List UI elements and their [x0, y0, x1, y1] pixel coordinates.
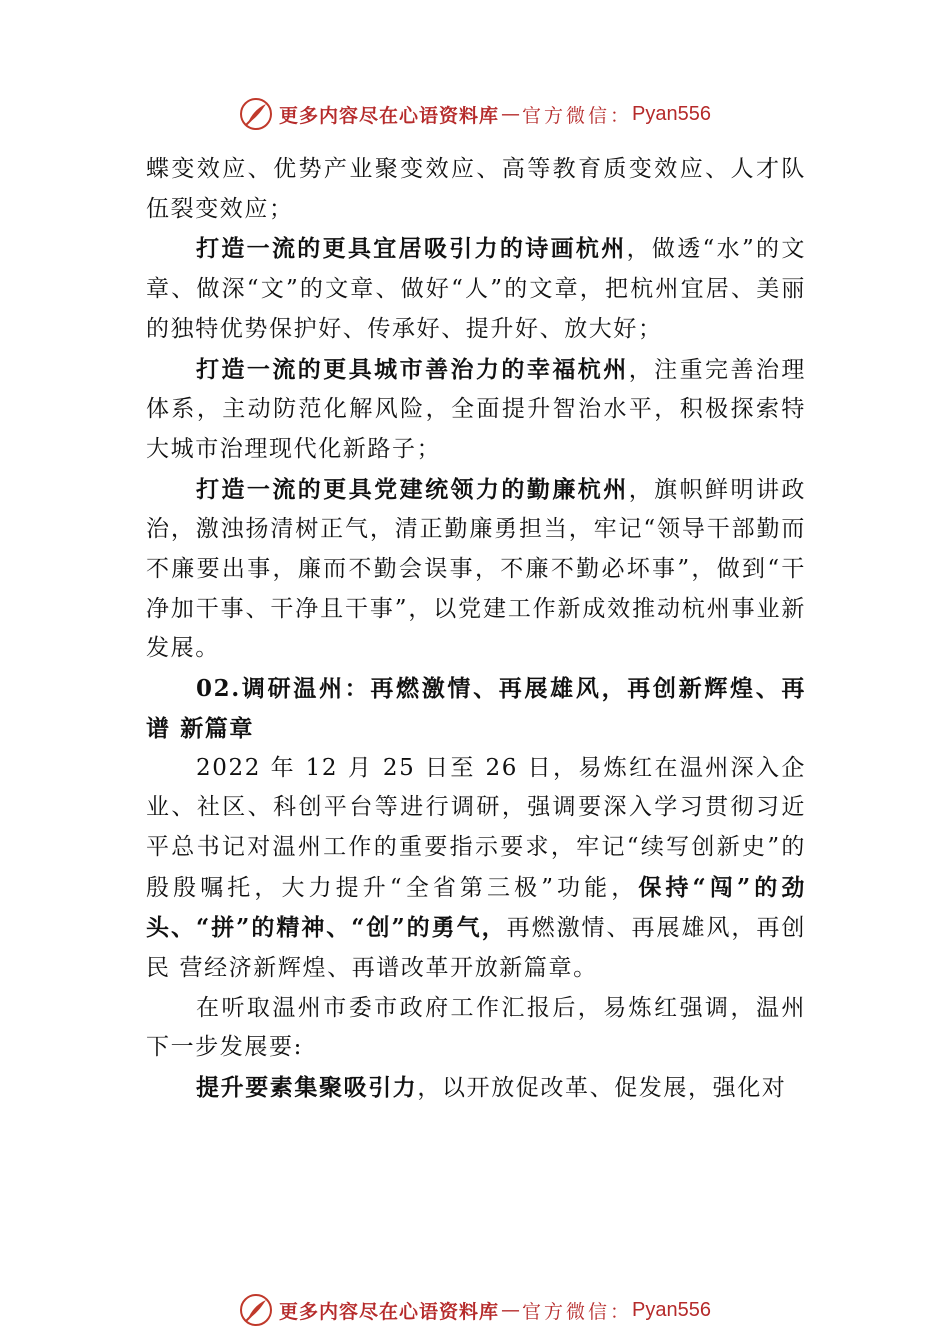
bold-inline: 保持“闯”的劲头、“拼”的精神、“创”的勇气， [146, 873, 806, 942]
wechat-label: 官方微信： [522, 1300, 633, 1323]
footer-banner [0, 1290, 950, 1330]
brand-separator: — [501, 1299, 521, 1321]
paragraph-5: 2022 年 12 月 25 日至 26 日，易炼红在温州深入企业、社区、科创平台等进行调研，强调要深入学习贯彻习近平总书记对温州工作的重要指示要求，牢记“续写创新史”的殷殷嘱托，大力提升“全省第三极”功能，保持“闯”的劲头、“拼”的精神、“创”的勇气，再燃激情、再展雄风，再创民 营经济新辉煌、再谱改革开放新篇章。 [146, 754, 806, 982]
bold-lead: 提升要素集聚吸引力 [196, 1074, 418, 1102]
pen-feather-logo-icon [239, 97, 273, 131]
document-body [146, 150, 806, 1109]
bold-lead: 打造一流的更具宜居吸引力的诗画杭州 [196, 235, 627, 263]
wechat-id: Pyan556 [632, 1298, 711, 1321]
wechat-label: 官方微信： [522, 104, 633, 127]
paragraph-1: 蝶变效应、优势产业聚变效应、高等教育质变效应、人才队伍裂变效应； [146, 156, 806, 222]
brand-separator: — [501, 103, 521, 125]
header-banner [0, 94, 950, 134]
brand-text: 更多内容尽在心语资料库 [279, 1300, 500, 1323]
pen-feather-logo-icon [239, 1293, 273, 1327]
paragraph-4: 打造一流的更具党建统领力的勤廉杭州，旗帜鲜明讲政治，激浊扬清树正气，清正勤廉勇担当，牢记“领导干部勤而不廉要出事，廉而不勤会误事，不廉不勤必坏事”，做到“干净加干事、干净且干事”，以党建工作新成效推动杭州事业新发展。 [146, 475, 806, 662]
section-heading: 02.调研温州：再燃激情、再展雄风，再创新辉煌、再谱 新篇章 [146, 675, 806, 742]
paragraph-7: 提升要素集聚吸引力，以开放促改革、促发展，强化对 [196, 1074, 787, 1102]
paragraph-6: 在听取温州市委市政府工作汇报后，易炼红强调，温州下一步发展要: [146, 994, 806, 1061]
bold-lead: 打造一流的更具党建统领力的勤廉杭州 [196, 475, 629, 503]
paragraph-3: 打造一流的更具城市善治力的幸福杭州，注重完善治理体系，主动防范化解风险，全面提升智治水平，积极探索特大城市治理现代化新路子； [146, 355, 806, 462]
wechat-id: Pyan556 [632, 102, 711, 125]
brand-text: 更多内容尽在心语资料库 [279, 104, 500, 127]
paragraph-2: 打造一流的更具宜居吸引力的诗画杭州，做透“水”的文章、做深“文”的文章、做好“人”的文章，把杭州宜居、美丽的独特优势保护好、传承好、提升好、放大好； [146, 235, 806, 342]
bold-lead: 打造一流的更具城市善治力的幸福杭州 [196, 355, 629, 383]
